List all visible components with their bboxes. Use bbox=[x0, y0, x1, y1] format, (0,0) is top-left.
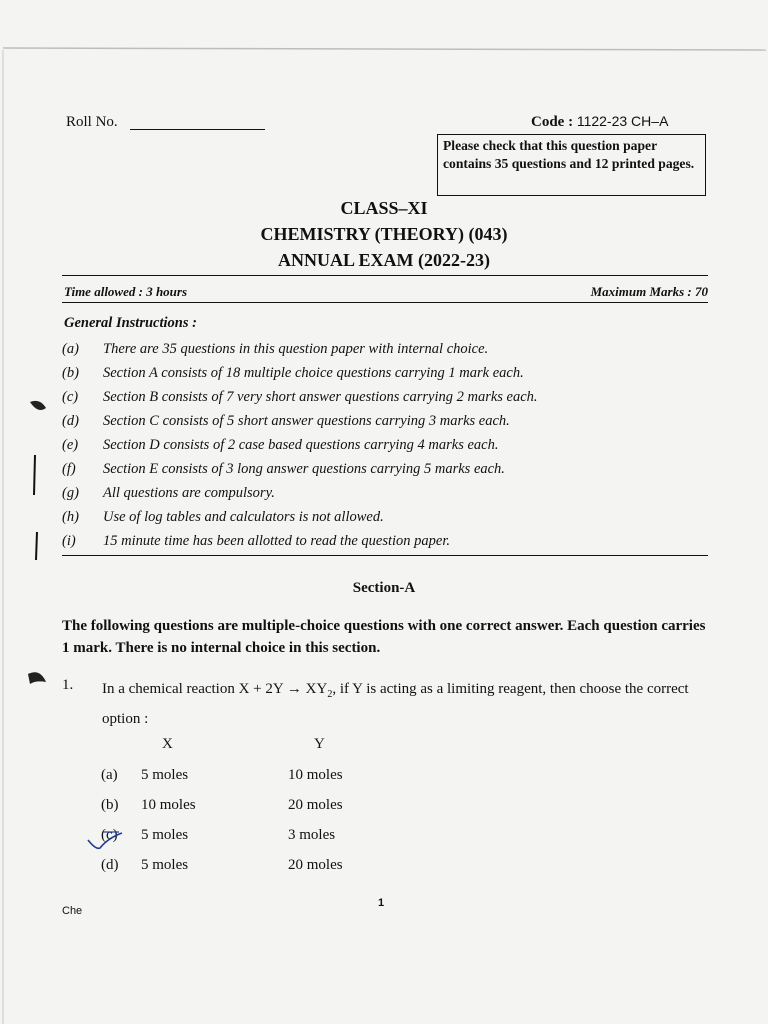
instruction-label: (g) bbox=[62, 485, 79, 501]
subject-title: CHEMISTRY (THEORY) (043) bbox=[260, 224, 508, 244]
option-x-value: 5 moles bbox=[141, 857, 189, 873]
instruction-text: Section C consists of 5 short answer questions carrying 3 marks each. bbox=[103, 413, 510, 429]
instruction-text: Section B consists of 7 very short answer questions carrying 2 marks each. bbox=[103, 389, 538, 405]
instruction-label: (d) bbox=[62, 413, 79, 429]
punch-hole-mark-icon bbox=[28, 672, 46, 684]
instruction-label: (f) bbox=[62, 461, 76, 477]
option-y-value: 3 moles bbox=[288, 827, 336, 843]
general-instructions-title: General Instructions : bbox=[64, 315, 197, 331]
option-label: (b) bbox=[101, 797, 119, 813]
roll-number-label: Roll No. bbox=[66, 114, 118, 130]
maximum-marks: Maximum Marks : 70 bbox=[590, 284, 708, 299]
instruction-text: Section A consists of 18 multiple choice questions carrying 1 mark each. bbox=[103, 365, 524, 381]
instruction-text: Section E consists of 3 long answer questions carrying 5 marks each. bbox=[103, 461, 505, 477]
column-header-y: Y bbox=[314, 736, 325, 752]
column-header-x: X bbox=[162, 736, 173, 752]
page-top-edge bbox=[3, 48, 766, 50]
instruction-text: All questions are compulsory. bbox=[103, 485, 275, 501]
option-x-value: 5 moles bbox=[141, 827, 189, 843]
time-allowed: Time allowed : 3 hours bbox=[64, 284, 188, 299]
question-text-start: In a chemical reaction X + 2Y → XY bbox=[102, 681, 328, 697]
instruction-label: (h) bbox=[62, 509, 79, 525]
paper-code-value: 1122-23 CH–A bbox=[576, 113, 669, 129]
page-number: 1 bbox=[378, 897, 385, 909]
option-x-value: 10 moles bbox=[141, 797, 196, 813]
margin-line-mark bbox=[34, 455, 35, 495]
question-text-end: , if Y is acting as a limiting reagent, then choose the correct option : bbox=[102, 681, 689, 727]
instruction-label: (c) bbox=[62, 389, 79, 405]
page-count-notice: Please check that this question paper contains 35 questions and 12 printed pages. bbox=[437, 134, 706, 196]
question-number: 1. bbox=[62, 677, 74, 693]
exam-title: ANNUAL EXAM (2022-23) bbox=[278, 250, 490, 270]
option-label: (a) bbox=[101, 767, 118, 783]
tick-mark-icon bbox=[88, 833, 122, 848]
section-title: Section-A bbox=[352, 580, 416, 596]
punch-hole-mark-icon bbox=[30, 401, 46, 410]
instruction-text: There are 35 questions in this question paper with internal choice. bbox=[103, 341, 489, 357]
paper-code-label: Code : bbox=[531, 114, 574, 130]
option-x-value: 5 moles bbox=[141, 767, 189, 783]
instruction-label: (e) bbox=[62, 437, 79, 453]
margin-line-mark bbox=[36, 532, 37, 560]
option-label: (c) bbox=[101, 827, 118, 843]
instruction-label: (b) bbox=[62, 365, 79, 381]
instruction-text: Section D consists of 2 case based questions carrying 4 marks each. bbox=[103, 437, 499, 453]
section-intro: The following questions are multiple-choice questions with one correct answer. Each question carries 1 mark. There is no internal choice in this section. bbox=[62, 618, 706, 656]
class-title: CLASS–XI bbox=[340, 198, 428, 218]
instruction-label: (a) bbox=[62, 341, 79, 357]
option-label: (d) bbox=[101, 857, 119, 873]
option-y-value: 20 moles bbox=[288, 857, 343, 873]
footer-subject-code: Che bbox=[62, 905, 83, 917]
instruction-text: 15 minute time has been allotted to read the question paper. bbox=[103, 533, 451, 549]
question-subscript: 2 bbox=[327, 689, 333, 700]
instruction-text: Use of log tables and calculators is not allowed. bbox=[103, 509, 384, 525]
instruction-label: (i) bbox=[62, 533, 76, 549]
option-y-value: 20 moles bbox=[288, 797, 343, 813]
option-y-value: 10 moles bbox=[288, 767, 343, 783]
